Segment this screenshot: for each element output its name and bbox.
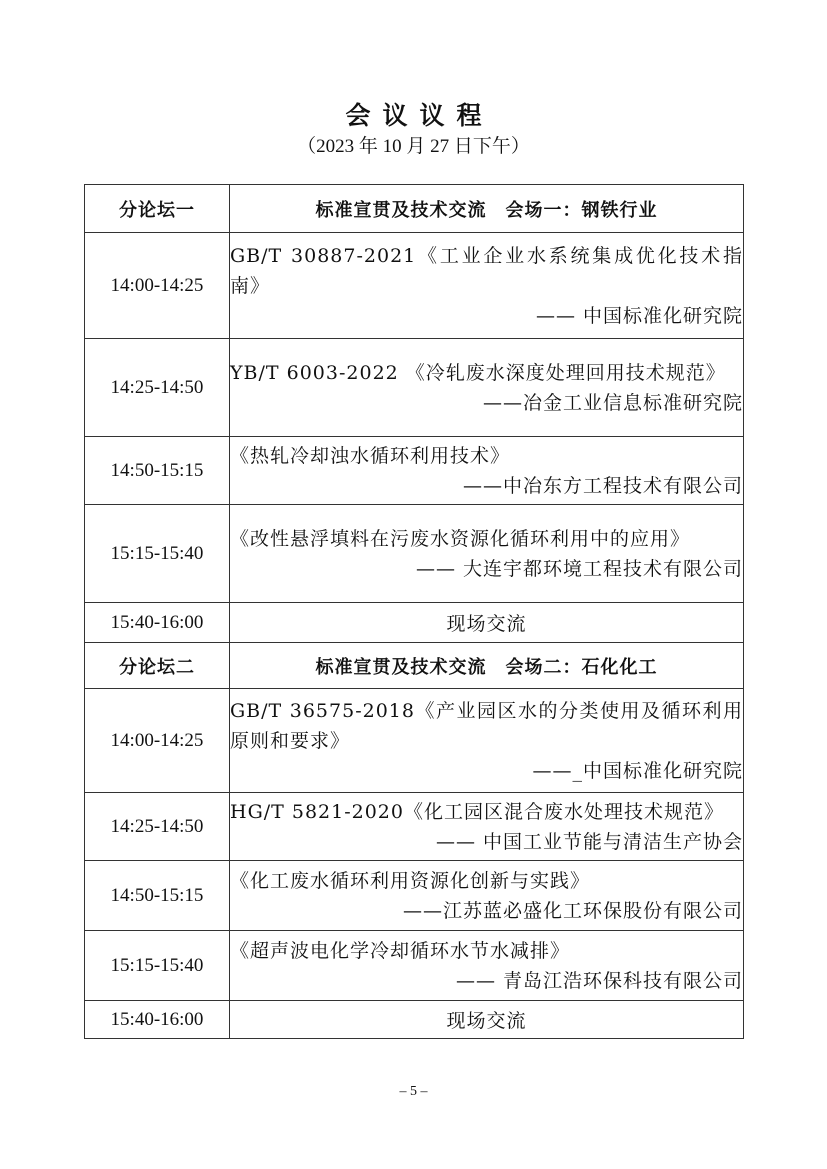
discussion-label: 现场交流 xyxy=(230,603,744,643)
talk-title: YB/T 6003-2022 《冷轧废水深度处理回用技术规范》 xyxy=(230,361,726,384)
agenda-row xyxy=(85,233,744,339)
agenda-row xyxy=(85,437,744,505)
discussion-label: 现场交流 xyxy=(230,1001,744,1039)
time-slot: 14:00-14:25 xyxy=(85,689,230,793)
talk-title: GB/T 30887-2021《工业企业水系统集成优化技术指南》 xyxy=(230,244,743,297)
agenda-row xyxy=(85,861,744,931)
agenda-row xyxy=(85,793,744,861)
talk-title: 《超声波电化学冷却循环水节水减排》 xyxy=(230,939,571,962)
presenter-org: ——江苏蓝必盛化工环保股份有限公司 xyxy=(402,899,743,922)
presenter-org: —— 青岛江浩环保科技有限公司 xyxy=(455,969,743,992)
agenda-entry xyxy=(230,861,744,931)
talk-title: 《化工废水循环利用资源化创新与实践》 xyxy=(230,869,591,892)
agenda-entry xyxy=(230,437,744,505)
talk-title: 《改性悬浮填料在污废水资源化循环利用中的应用》 xyxy=(230,527,691,550)
presenter-org: —— 中国工业节能与清洁生产协会 xyxy=(435,830,743,853)
agenda-row xyxy=(85,505,744,603)
page-title: 会议议程 xyxy=(345,101,494,130)
agenda-entry xyxy=(230,233,744,339)
presenter-org: —— 大连宇都环境工程技术有限公司 xyxy=(415,557,743,580)
time-slot: 14:50-15:15 xyxy=(85,437,230,505)
agenda-entry xyxy=(230,931,744,1001)
presenter-org: ——冶金工业信息标准研究院 xyxy=(482,391,743,414)
talk-title: GB/T 36575-2018《产业园区水的分类使用及循环利用原则和要求》 xyxy=(230,699,743,752)
presenter-org: —— 中国标准化研究院 xyxy=(535,304,743,327)
discussion-row xyxy=(85,603,744,643)
talk-title: 《热轧冷却浊水循环利用技术》 xyxy=(230,444,511,467)
forum-label: 分论坛二 xyxy=(85,643,230,689)
agenda-row xyxy=(85,931,744,1001)
agenda-entry xyxy=(230,339,744,437)
time-slot: 14:25-14:50 xyxy=(85,339,230,437)
agenda-row xyxy=(85,339,744,437)
talk-title: HG/T 5821-2020《化工园区混合废水处理技术规范》 xyxy=(230,800,724,823)
time-slot: 14:50-15:15 xyxy=(85,861,230,931)
agenda-row xyxy=(85,689,744,793)
agenda-entry xyxy=(230,505,744,603)
discussion-row xyxy=(85,1001,744,1039)
time-slot: 15:40-16:00 xyxy=(85,603,230,643)
agenda-entry xyxy=(230,689,744,793)
forum-label: 分论坛一 xyxy=(85,185,230,233)
page-subtitle: （2023 年 10 月 27 日下午） xyxy=(297,136,530,157)
time-slot: 14:00-14:25 xyxy=(85,233,230,339)
time-slot: 15:15-15:40 xyxy=(85,505,230,603)
agenda-table xyxy=(84,184,744,1039)
presenter-org: ——_中国标准化研究院 xyxy=(532,759,743,782)
agenda-entry xyxy=(230,793,744,861)
forum-header-row xyxy=(85,643,744,689)
forum-heading: 标准宣贯及技术交流 会场一：钢铁行业 xyxy=(230,185,744,233)
page-number: – 5 – xyxy=(399,1084,428,1099)
presenter-org: ——中冶东方工程技术有限公司 xyxy=(462,474,743,497)
time-slot: 15:40-16:00 xyxy=(85,1001,230,1039)
forum-header-row xyxy=(85,185,744,233)
forum-heading: 标准宣贯及技术交流 会场二：石化化工 xyxy=(230,643,744,689)
time-slot: 14:25-14:50 xyxy=(85,793,230,861)
time-slot: 15:15-15:40 xyxy=(85,931,230,1001)
